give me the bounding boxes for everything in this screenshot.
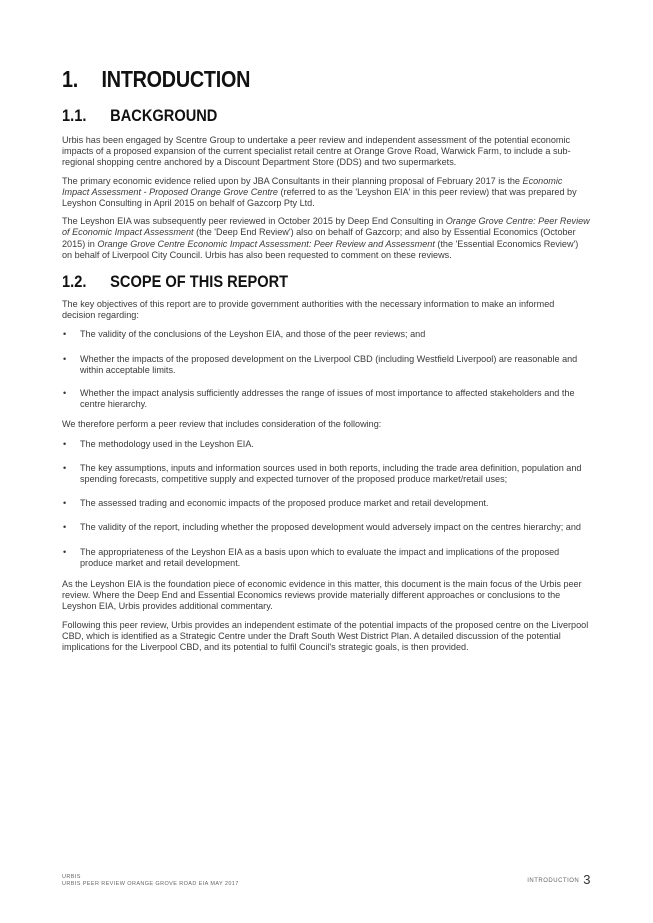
section-title: BACKGROUND bbox=[110, 106, 218, 125]
text-run: (referred to as the 'Leyshon EIA' in this peer review) that was prepared by Leyshon Consulting in April 2015 on behalf of Gazcorp Pty Ltd. bbox=[62, 186, 577, 209]
following-paragraph: Following this peer review, Urbis provides an independent estimate of the potential impacts of the proposed centre on the Liverpool CBD, which is identified as a Strategic Centre under the Draft South West District Plan. A detailed discussion of the potential implications for the Liverpool CBD, and its potential to fulfil Council's strategic goals, is then provided. bbox=[62, 619, 589, 653]
report-title: Economic Impact Assessment - Proposed Orange Grove Centre bbox=[62, 175, 563, 197]
list-item: • Whether the impact analysis sufficiently addresses the range of issues of most importance to affected stakeholders and the centre hierarchy. bbox=[62, 388, 590, 410]
section-heading-scope bbox=[62, 272, 516, 292]
footer-company: URBIS bbox=[62, 874, 81, 880]
list-item: • The assessed trading and economic impacts of the proposed produce market and retail development. bbox=[62, 498, 590, 509]
section-heading-background bbox=[62, 106, 516, 126]
scope-intro: The key objectives of this report are to provide government authorities with the necessary information to make an informed decision regarding: bbox=[62, 299, 555, 321]
background-paragraph-1: Urbis has been engaged by Scentre Group to undertake a peer review and independent assessment of the potential economic impacts of a proposed expansion of the current specialist retail centre at Orange Grove Road, Warwick Farm, to include a sub-regional shopping centre anchored by a Discount Department Store (DDS) and two supermarkets. bbox=[62, 135, 571, 168]
footer-right bbox=[527, 872, 591, 887]
text-run: The Leyshon EIA was subsequently peer reviewed in October 2015 by Deep End Consulting in bbox=[62, 216, 446, 227]
list-item: • The validity of the conclusions of the Leyshon EIA, and those of the peer reviews; and bbox=[62, 329, 590, 340]
report-title: Orange Grove Centre Economic Impact Assessment: Peer Review and Assessment bbox=[97, 238, 435, 249]
text-run: (the 'Essential Economics Review') on behalf of Liverpool City Council. Urbis has also been requested to comment on these reviews. bbox=[62, 238, 579, 260]
list-item: • The methodology used in the Leyshon EIA. bbox=[62, 439, 590, 450]
considerations-list bbox=[62, 439, 590, 569]
report-title: Orange Grove Centre: Peer Review of Economic Impact Assessment bbox=[62, 216, 590, 238]
background-paragraph-2 bbox=[62, 176, 590, 210]
text-run: (the 'Deep End Review') also on behalf of Gazcorp; and also by Essential Economics (October 2015) in bbox=[62, 227, 576, 249]
focus-paragraph: As the Leyshon EIA is the foundation piece of economic evidence in this matter, this document is the main focus of the Urbis peer review. Where the Deep End and Essential Economics reviews provide materially different approaches or conclusions to the Leyshon EIA, Urbis provides additional commentary. bbox=[62, 579, 582, 612]
background-paragraph-3 bbox=[62, 216, 590, 261]
footer-section: INTRODUCTION bbox=[527, 878, 580, 884]
section-number: 1.2. bbox=[62, 272, 87, 292]
objectives-list bbox=[62, 329, 590, 410]
footer-document: URBIS PEER REVIEW ORANGE GROVE ROAD EIA MAY 2017 bbox=[62, 881, 239, 887]
chapter-heading bbox=[62, 66, 516, 93]
list-item: • The validity of the report, including whether the proposed development would adversely impact on the centres hierarchy; and bbox=[62, 522, 590, 533]
text-run: The primary economic evidence relied upon by JBA Consultants in their planning proposal of February 2017 is the bbox=[62, 175, 523, 186]
chapter-number: 1. bbox=[62, 66, 78, 92]
list-item: • The key assumptions, inputs and information sources used in both reports, including the trade area definition, population and spending forecasts, competitive supply and expected turnover of the proposed produce market/retail uses; bbox=[62, 463, 590, 485]
page-number: 3 bbox=[583, 872, 591, 887]
section-number: 1.1. bbox=[62, 106, 87, 125]
section-title: SCOPE OF THIS REPORT bbox=[110, 272, 289, 292]
chapter-title: INTRODUCTION bbox=[101, 66, 251, 92]
list-item: • The appropriateness of the Leyshon EIA as a basis upon which to evaluate the impact and implications of the proposed produce market and retail development. bbox=[62, 547, 590, 569]
footer-left bbox=[62, 874, 239, 888]
list-item: • Whether the impacts of the proposed development on the Liverpool CBD (including Westfield Liverpool) are reasonable and within acceptable limits. bbox=[62, 354, 590, 376]
scope-mid: We therefore perform a peer review that includes consideration of the following: bbox=[62, 419, 382, 430]
page-content bbox=[62, 62, 590, 653]
